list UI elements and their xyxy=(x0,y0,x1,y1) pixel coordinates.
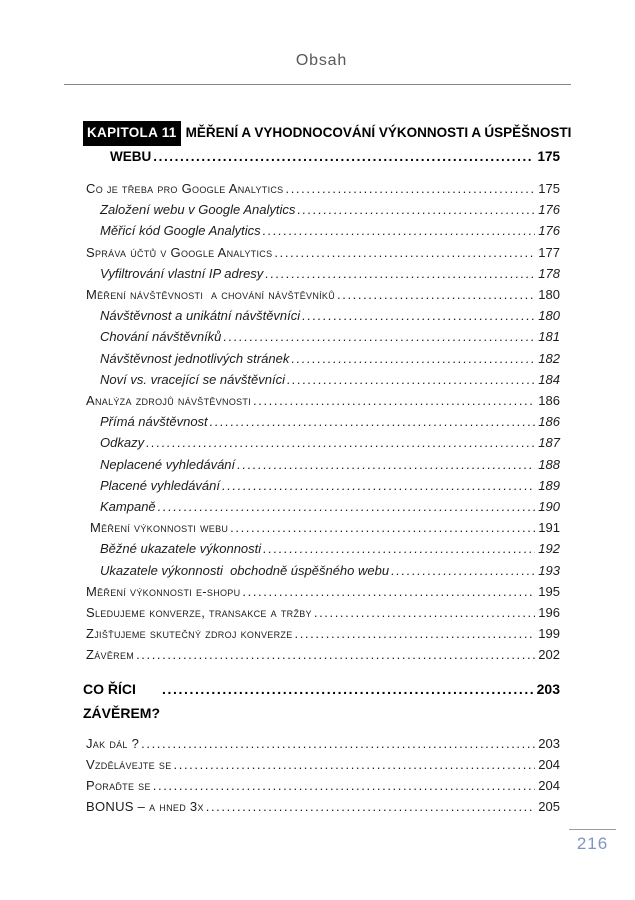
toc-entry-label: Sledujeme konverze, transakce a tržby xyxy=(86,605,312,621)
toc-entry xyxy=(83,581,560,602)
toc-entry-page-number: 204 xyxy=(538,756,560,772)
chapter-badge: KAPITOLA 11 xyxy=(83,121,181,146)
dot-leader xyxy=(291,348,535,369)
toc-entry-label: Placené vyhledávání xyxy=(100,477,220,493)
toc-entry-label: Odkazy xyxy=(100,435,145,451)
dot-leader xyxy=(210,411,536,432)
dot-leader xyxy=(237,454,535,475)
toc-entry-page-number: 202 xyxy=(538,647,560,663)
toc-entry-page-number: 205 xyxy=(538,799,560,815)
dot-leader xyxy=(162,677,534,701)
dot-leader xyxy=(230,517,535,538)
toc-entry-label: Co je třeba pro Google Analytics xyxy=(86,181,284,196)
table-of-contents xyxy=(83,121,572,817)
toc-entry-label: Běžné ukazatele výkonnosti xyxy=(100,541,262,557)
dot-leader xyxy=(314,602,535,623)
toc-entry-page-number: 182 xyxy=(538,350,560,366)
dot-leader xyxy=(153,146,534,168)
toc-entry-label: Jak dál ? xyxy=(86,735,140,751)
dot-leader xyxy=(285,178,535,199)
chapter-heading-line1 xyxy=(83,121,572,146)
dot-leader xyxy=(206,796,536,817)
toc-entries-section-2 xyxy=(83,733,560,818)
dot-leader xyxy=(158,496,536,517)
toc-entry-page-number: 176 xyxy=(538,202,560,218)
toc-entry xyxy=(83,538,560,559)
footer-rule xyxy=(569,829,616,830)
chapter-title: MĚŘENÍ A VYHODNOCOVÁNÍ VÝKONNOSTI A ÚSPĚŠNOSTI xyxy=(185,125,572,140)
toc-entry-page-number: 191 xyxy=(538,520,560,536)
dot-leader xyxy=(274,242,535,263)
dot-leader xyxy=(253,390,535,411)
toc-entry-page-number: 180 xyxy=(538,287,560,303)
toc-entry-label: Vyfiltrování vlastní IP adresy xyxy=(100,265,264,281)
toc-entry-page-number: 186 xyxy=(538,393,560,409)
toc-entry-page-number: 178 xyxy=(538,265,560,281)
toc-entry xyxy=(83,263,560,284)
page-header xyxy=(83,52,560,85)
dot-leader xyxy=(295,623,536,644)
toc-entry-page-number: 192 xyxy=(538,541,560,557)
toc-entry-page-number: 180 xyxy=(538,308,560,324)
toc-entry-page-number: 184 xyxy=(538,371,560,387)
toc-entry xyxy=(83,411,560,432)
toc-entry xyxy=(83,733,560,754)
toc-entry-page-number: 188 xyxy=(538,456,560,472)
chapter-heading-line2 xyxy=(83,146,560,168)
toc-entry xyxy=(83,284,560,305)
toc-entry-page-number: 176 xyxy=(538,223,560,239)
toc-entry-page-number: 195 xyxy=(538,583,560,599)
toc-entry-label: Neplacené vyhledávání xyxy=(100,456,236,472)
toc-entry xyxy=(83,623,560,644)
toc-entry-page-number: 204 xyxy=(538,778,560,794)
dot-leader xyxy=(222,475,535,496)
page-footer xyxy=(569,829,616,854)
dot-leader xyxy=(242,581,535,602)
toc-entry-label: Založení webu v Google Analytics xyxy=(100,202,296,218)
toc-entry xyxy=(83,348,560,369)
toc-entry-label: Poraďte se xyxy=(86,778,151,794)
toc-entry xyxy=(83,517,560,538)
chapter-page-number: 175 xyxy=(537,149,560,164)
toc-entry-label: Analýza zdrojů návštěvnosti xyxy=(86,393,252,409)
toc-entries-section-1 xyxy=(83,178,560,666)
toc-entry xyxy=(83,199,560,220)
dot-leader xyxy=(297,199,535,220)
toc-entry-label: BONUS – a hned 3x xyxy=(86,799,204,815)
dot-leader xyxy=(153,775,536,796)
toc-entry-label: Měření návštěvnosti a chování návštěvníků xyxy=(86,287,336,303)
chapter-heading xyxy=(83,121,572,168)
toc-entry-label: Noví vs. vracející se návštěvníci xyxy=(100,371,285,387)
dot-leader xyxy=(391,560,535,581)
toc-entry xyxy=(83,305,560,326)
toc-entry-label: Kampaně xyxy=(100,499,156,515)
toc-entry-label: Měření výkonnosti webu xyxy=(90,520,229,536)
toc-entry-label: Vzdělávejte se xyxy=(86,756,172,772)
toc-entry-page-number: 186 xyxy=(538,414,560,430)
toc-entry-label: Ukazatele výkonnosti obchodně úspěšného webu xyxy=(100,562,390,578)
toc-entry-page-number: 181 xyxy=(538,329,560,345)
toc-entry-label: Závěrem xyxy=(86,647,135,663)
dot-leader xyxy=(265,263,535,284)
toc-entry xyxy=(83,220,560,241)
page-title: Obsah xyxy=(295,52,348,69)
chapter-title-continuation: WEBU xyxy=(110,149,152,164)
dot-leader xyxy=(223,326,535,347)
toc-entry xyxy=(83,796,560,817)
dot-leader xyxy=(141,733,535,754)
toc-entry xyxy=(83,602,560,623)
toc-entry-label: Návštěvnost jednotlivých stránek xyxy=(100,350,290,366)
toc-entry-label: Správa účtů v Google Analytics xyxy=(86,244,273,260)
toc-entry xyxy=(83,242,560,263)
toc-entry xyxy=(83,454,560,475)
toc-entry-page-number: 187 xyxy=(538,435,560,451)
toc-entry-label: Zjišťujeme skutečný zdroj konverze xyxy=(86,626,293,642)
toc-entry xyxy=(83,390,560,411)
toc-entry-label: Přímá návštěvnost xyxy=(100,414,208,430)
chapter2-heading xyxy=(83,677,560,725)
toc-entry xyxy=(83,432,560,453)
dot-leader xyxy=(263,538,535,559)
dot-leader xyxy=(136,644,535,665)
toc-entry-page-number: 193 xyxy=(538,562,560,578)
header-rule xyxy=(64,84,571,85)
dot-leader xyxy=(337,284,535,305)
toc-entry-label: Chování návštěvníků xyxy=(100,329,222,345)
toc-entry-page-number: 203 xyxy=(538,735,560,751)
dot-leader xyxy=(302,305,535,326)
toc-entry xyxy=(83,644,560,665)
chapter2-page-number: 203 xyxy=(536,680,560,697)
dot-leader xyxy=(287,369,535,390)
page-number: 216 xyxy=(576,834,609,853)
toc-entry-label: Měřicí kód Google Analytics xyxy=(100,223,261,239)
dot-leader xyxy=(146,432,535,453)
toc-entry-label: Návštěvnost a unikátní návštěvníci xyxy=(100,308,301,324)
dot-leader xyxy=(263,220,536,241)
toc-entry xyxy=(83,754,560,775)
toc-entry-page-number: 190 xyxy=(538,499,560,515)
toc-entry xyxy=(83,369,560,390)
chapter2-title: CO ŘÍCI ZÁVĚREM? xyxy=(83,680,160,721)
toc-entry-page-number: 196 xyxy=(538,605,560,621)
toc-entry xyxy=(83,475,560,496)
toc-entry xyxy=(83,560,560,581)
toc-entry-page-number: 175 xyxy=(538,181,560,196)
toc-entry-page-number: 177 xyxy=(538,244,560,260)
toc-entry-page-number: 189 xyxy=(538,477,560,493)
toc-entry-page-number: 199 xyxy=(538,626,560,642)
dot-leader xyxy=(174,754,536,775)
toc-entry-label: Měření výkonnosti e-shopu xyxy=(86,583,241,599)
toc-entry xyxy=(83,178,560,199)
toc-entry xyxy=(83,496,560,517)
toc-entry xyxy=(83,775,560,796)
toc-entry xyxy=(83,326,560,347)
